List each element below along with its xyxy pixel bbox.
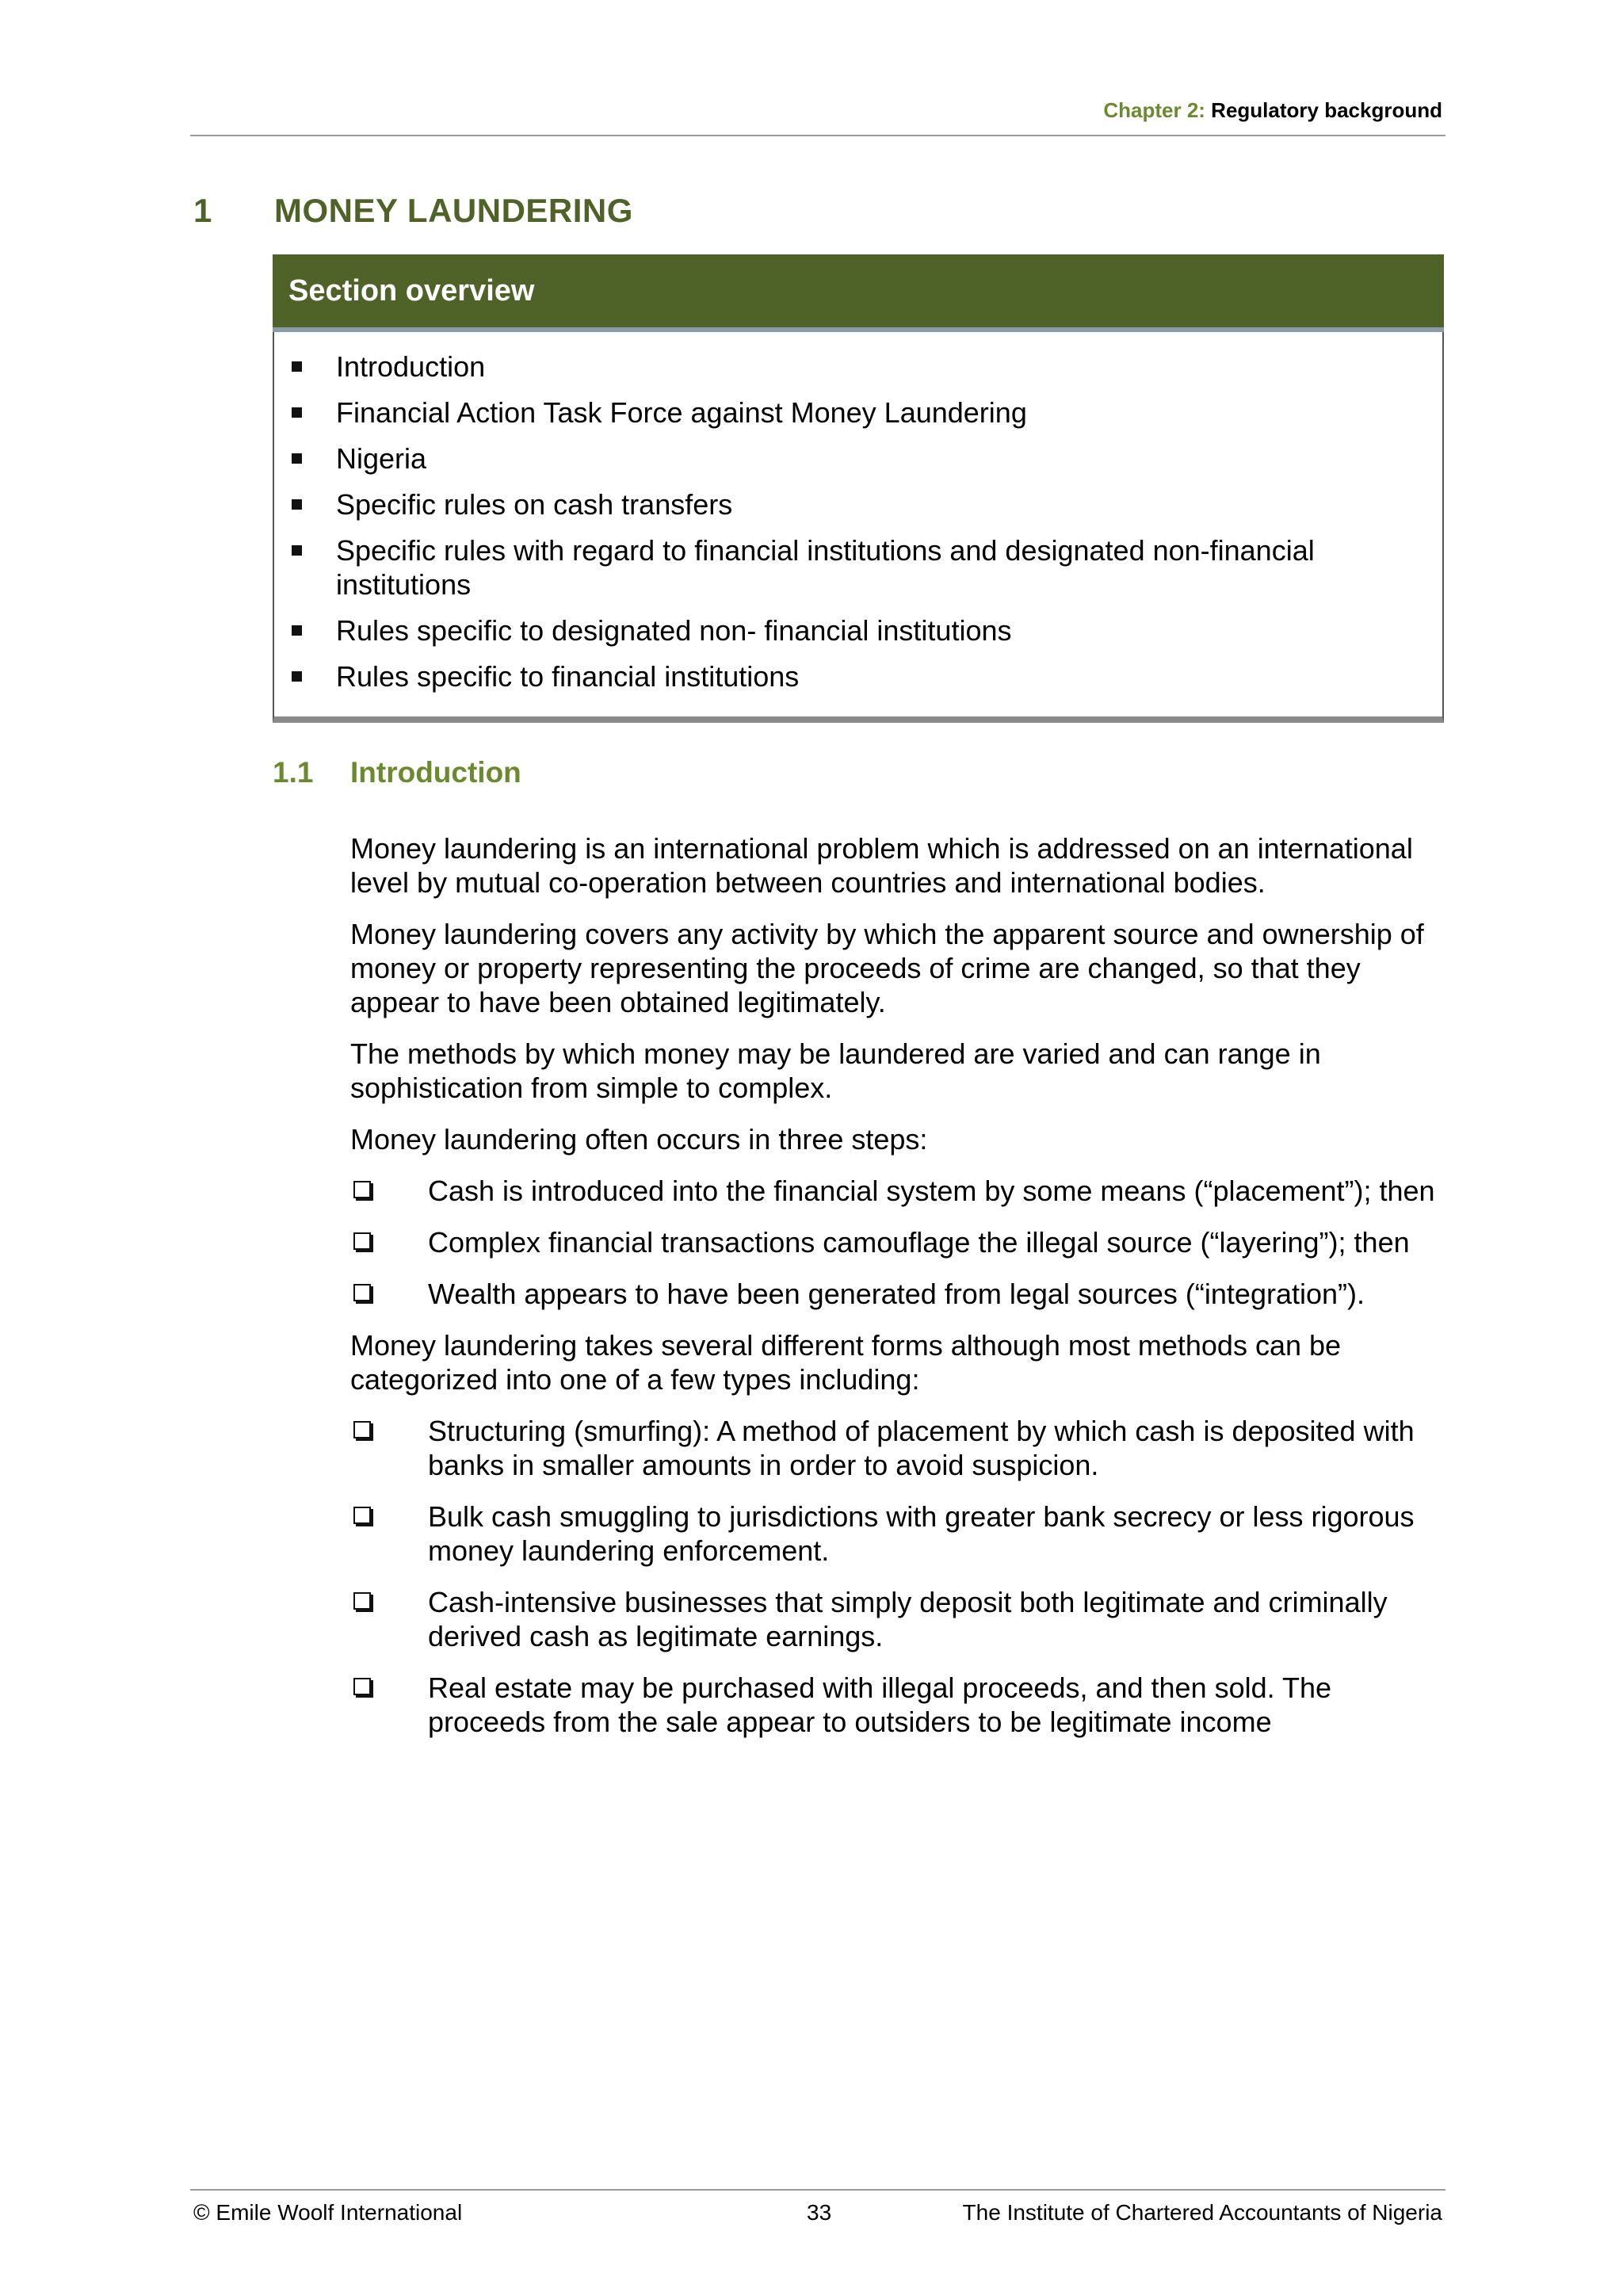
square-bullet-icon: [292, 499, 302, 510]
type-text: Cash-intensive businesses that simply deposit both legitimate and criminally derived cash as legitimate earnings.: [428, 1586, 1388, 1652]
step-text: Wealth appears to have been generated from legal sources (“integration”).: [428, 1278, 1365, 1310]
overview-item: [274, 395, 1442, 430]
square-bullet-icon: [292, 671, 302, 682]
overview-list: [273, 332, 1444, 723]
overview-item: [274, 659, 1442, 693]
square-bullet-icon: [292, 545, 302, 556]
paragraph: Money laundering covers any activity by which the apparent source and ownership of money or property representing the proceeds of crime are changed, so that they appear to have been obtained legitimately.: [350, 918, 1424, 1018]
checkbox-bullet-icon: [353, 1232, 371, 1250]
overview-item-text: Specific rules on cash transfers: [336, 488, 733, 521]
overview-item: [274, 533, 1442, 602]
overview-item: [274, 613, 1442, 648]
checkbox-bullet-icon: [353, 1421, 371, 1438]
type-item: [350, 1499, 1452, 1568]
section-title: MONEY LAUNDERING: [274, 192, 633, 229]
type-item: [350, 1671, 1452, 1739]
step-text: Complex financial transactions camouflage the illegal source (“layering”); then: [428, 1226, 1410, 1259]
type-item: [350, 1585, 1452, 1653]
section-overview-box: [273, 254, 1444, 723]
overview-item: [274, 350, 1442, 384]
square-bullet-icon: [292, 625, 302, 636]
step-item: [350, 1277, 1452, 1311]
square-bullet-icon: [292, 453, 302, 464]
checkbox-bullet-icon: [353, 1284, 371, 1301]
step-item: [350, 1174, 1452, 1208]
type-text: Real estate may be purchased with illegal proceeds, and then sold. The proceeds from the sale appear to outsiders to be legitimate income: [428, 1671, 1332, 1738]
page-header: [190, 97, 1445, 136]
overview-item: [274, 487, 1442, 521]
section-heading: [193, 192, 1461, 236]
checkbox-bullet-icon: [353, 1592, 371, 1610]
type-item: [350, 1414, 1452, 1482]
chapter-label: Chapter 2:: [1103, 98, 1205, 122]
body-content: [350, 831, 1452, 1756]
checkbox-bullet-icon: [353, 1507, 371, 1524]
type-text: Bulk cash smuggling to jurisdictions with greater bank secrecy or less rigorous money laundering enforcement.: [428, 1500, 1415, 1567]
overview-title: Section overview: [273, 254, 1444, 332]
subsection-number: 1.1: [273, 756, 314, 789]
checkbox-bullet-icon: [353, 1181, 371, 1198]
page-footer: [190, 2189, 1445, 2230]
overview-item-text: Introduction: [336, 350, 486, 383]
overview-item-text: Rules specific to financial institutions: [336, 660, 800, 693]
checkbox-bullet-icon: [353, 1678, 371, 1695]
running-header: [1103, 98, 1442, 123]
chapter-title: Regulatory background: [1211, 98, 1442, 122]
step-item: [350, 1225, 1452, 1259]
overview-item: [274, 441, 1442, 476]
type-text: Structuring (smurfing): A method of placement by which cash is deposited with banks in smaller amounts in order to avoid suspicion.: [428, 1415, 1415, 1481]
paragraph: Money laundering is an international problem which is addressed on an international level by mutual co-operation between countries and international bodies.: [350, 832, 1413, 899]
subsection-title: Introduction: [350, 756, 521, 789]
square-bullet-icon: [292, 361, 302, 372]
overview-item-text: Financial Action Task Force against Money Laundering: [336, 396, 1027, 429]
subsection-heading: [273, 756, 1445, 796]
overview-item-text: Nigeria: [336, 442, 427, 475]
paragraph: Money laundering often occurs in three steps:: [350, 1123, 928, 1156]
overview-item-text: Rules specific to designated non- financial institutions: [336, 614, 1012, 647]
overview-item-text: Specific rules with regard to financial institutions and designated non-financial institutions: [336, 534, 1315, 601]
page-number: 33: [807, 2200, 832, 2225]
square-bullet-icon: [292, 407, 302, 418]
copyright-text: © Emile Woolf International: [193, 2200, 463, 2225]
section-number: 1: [193, 192, 212, 229]
paragraph: Money laundering takes several different forms although most methods can be categorized into one of a few types including:: [350, 1329, 1342, 1396]
step-text: Cash is introduced into the financial system by some means (“placement”); then: [428, 1175, 1435, 1207]
institute-name: The Institute of Chartered Accountants of Nigeria: [962, 2200, 1442, 2225]
paragraph: The methods by which money may be laundered are varied and can range in sophistication from simple to complex.: [350, 1037, 1321, 1104]
